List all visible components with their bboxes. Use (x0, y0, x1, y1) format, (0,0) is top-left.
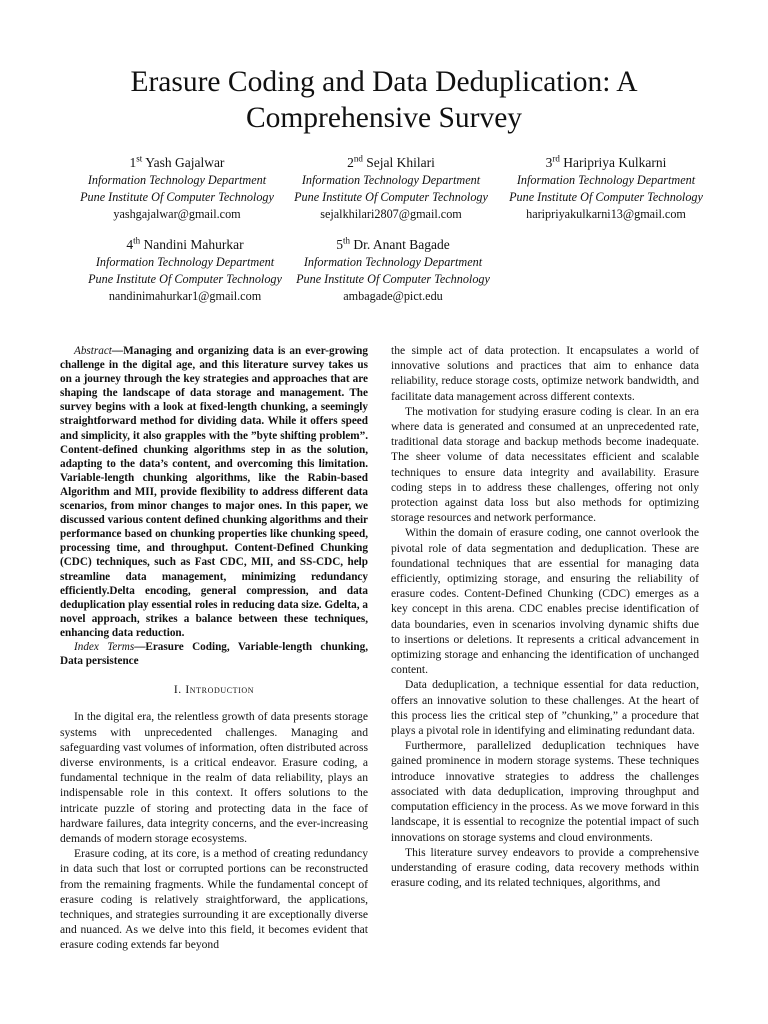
author-department: Information Technology Department (301, 173, 481, 187)
author-3 (491, 154, 721, 222)
abstract (60, 344, 368, 640)
author-4 (70, 236, 300, 304)
right-column (391, 343, 699, 890)
author-email[interactable]: yashgajalwar@gmail.com (113, 207, 241, 221)
author-institute: Pune Institute Of Computer Technology (509, 190, 703, 204)
paragraph: Data deduplication, a technique essential for data reduction, offers an innovative solution to these challenges. At the heart of this process lies the critical step of ”chunking,” a procedure that plays a pivotal role in identifying and eliminating redundant data. (391, 678, 699, 738)
paper-title: Erasure Coding and Data Deduplication: A Comprehensive Survey (130, 66, 638, 134)
author-2 (276, 154, 506, 222)
author-email[interactable]: sejalkhilari2807@gmail.com (320, 207, 462, 221)
paragraph: the simple act of data protection. It encapsulates a world of innovative solutions and practices that aim to enhance data reliability, reduce storage costs, optimize network bandwidth, and facilitate data management across different contexts. (391, 344, 699, 403)
author-institute: Pune Institute Of Computer Technology (88, 272, 282, 286)
author-email[interactable]: ambagade@pict.edu (343, 289, 443, 303)
author-name: 3rd Haripriya Kulkarni (545, 153, 667, 170)
paragraph: In the digital era, the relentless growth of data presents storage systems with unprecedented challenges. Managing and safeguarding vast volumes of information, often distributed across diverse environments, is a critical endeavor. Erasure coding, a fundamental technique in the realm of data reliability, plays an indispensable role in this context. It offers solutions to the intricate puzzle of storing and protecting data in the face of hardware failures, data integrity concerns, and the ever-increasing demands of modern storage ecosystems. (60, 710, 368, 845)
abstract-text: —Managing and organizing data is an ever-growing challenge in the digital age, and this literature survey takes us on a journey through the key strategies and approaches that are shaping the landscape of data storage and management. The survey begins with a look at fixed-length chunking, a seemingly straightforward method for dividing data. While it offers speed and simplicity, it also grapples with the ”byte shifting problem”. Content-defined chunking algorithms step in as the solution, adapting to the data’s content, and overcoming this limitation. Variable-length chunking algorithms, like the Rabin-based Algorithm and MII, provide flexibility to address different data scenarios, from minor changes to major ones. In this paper, we discussed various content defined chunking algorithms and their performance based on chunking properties like chunking speed, processing time, and throughput. Content-Defined Chunking (CDC) techniques, such as Fast CDC, MII, and SS-CDC, help streamline data management, minimizing redundancy efficiently.Delta encoding, general compression, and data deduplication play essential roles in reducing data size. Gdelta, a novel approach, strikes a balance between these techniques, enhancing data reduction. (60, 345, 369, 639)
index-terms-text: —Erasure Coding, Variable-length chunking, Data persistence (60, 640, 369, 668)
author-department: Information Technology Department (87, 173, 267, 187)
author-email[interactable]: nandinimahurkar1@gmail.com (108, 289, 262, 303)
index-terms-label: Index Terms (74, 640, 135, 653)
author-department: Information Technology Department (516, 173, 696, 187)
paragraph: Within the domain of erasure coding, one cannot overlook the pivotal role of data segmentation and deduplication. These are foundational techniques that are essential for managing data efficiently, optimizing storage, and ensuring the reliability of erasure codes. Content-Defined Chunking (CDC) emerges as a key concept in this arena. CDC enables precise identification of data boundaries, even in scenarios involving dynamic shifts due to insertions or deletions. It represents a critical advancement in optimizing storage and enhancing the identification of unchanged content. (391, 526, 699, 677)
author-department: Information Technology Department (303, 255, 483, 269)
author-name: 4th Nandini Mahurkar (126, 235, 244, 252)
paragraph: Furthermore, parallelized deduplication techniques have gained prominence in modern storage systems. These techniques introduce innovative strategies to address the challenges associated with data deduplication, improving throughput and computation efficiency in the process. As we move forward in this landscape, it is essential to recognize the potential impact of such innovations on storage systems and cloud environments. (391, 739, 699, 844)
abstract-label: Abstract (74, 345, 112, 357)
index-terms (60, 640, 368, 668)
author-institute: Pune Institute Of Computer Technology (294, 190, 488, 204)
author-email[interactable]: haripriyakulkarni13@gmail.com (526, 207, 686, 221)
paragraph: The motivation for studying erasure coding is clear. In an era where data is generated and consumed at an unprecedented rate, traditional data storage and backup methods become inadequate. The sheer volume of data necessitates efficient and scalable techniques to ensure data integrity and availability. Erasure coding steps in to address these challenges, offering not only protection against data loss but also methods for optimizing storage resources and network performance. (391, 404, 699, 525)
left-column (60, 344, 368, 953)
author-name: 2nd Sejal Khilari (347, 153, 435, 170)
section-heading: I. Introduction (173, 683, 255, 697)
author-department: Information Technology Department (95, 255, 275, 269)
author-name: 5th Dr. Anant Bagade (336, 235, 450, 252)
author-institute: Pune Institute Of Computer Technology (80, 190, 274, 204)
paragraph: Erasure coding, at its core, is a method of creating redundancy in data such that lost or corrupted portions can be reconstructed from the remaining fragments. While the fundamental concept of erasure coding is relatively straightforward, the applications, techniques, and strategies surrounding it are exceptionally diverse and nuanced. As we delve into this field, it becomes evident that erasure coding extends far beyond (60, 847, 368, 952)
author-institute: Pune Institute Of Computer Technology (296, 272, 490, 286)
paragraph: This literature survey endeavors to provide a comprehensive understanding of erasure coding, data recovery methods within erasure coding, and its related techniques, algorithms, and (391, 845, 699, 890)
author-name: 1st Yash Gajalwar (129, 153, 225, 170)
author-5 (278, 236, 508, 304)
author-1 (62, 154, 292, 222)
